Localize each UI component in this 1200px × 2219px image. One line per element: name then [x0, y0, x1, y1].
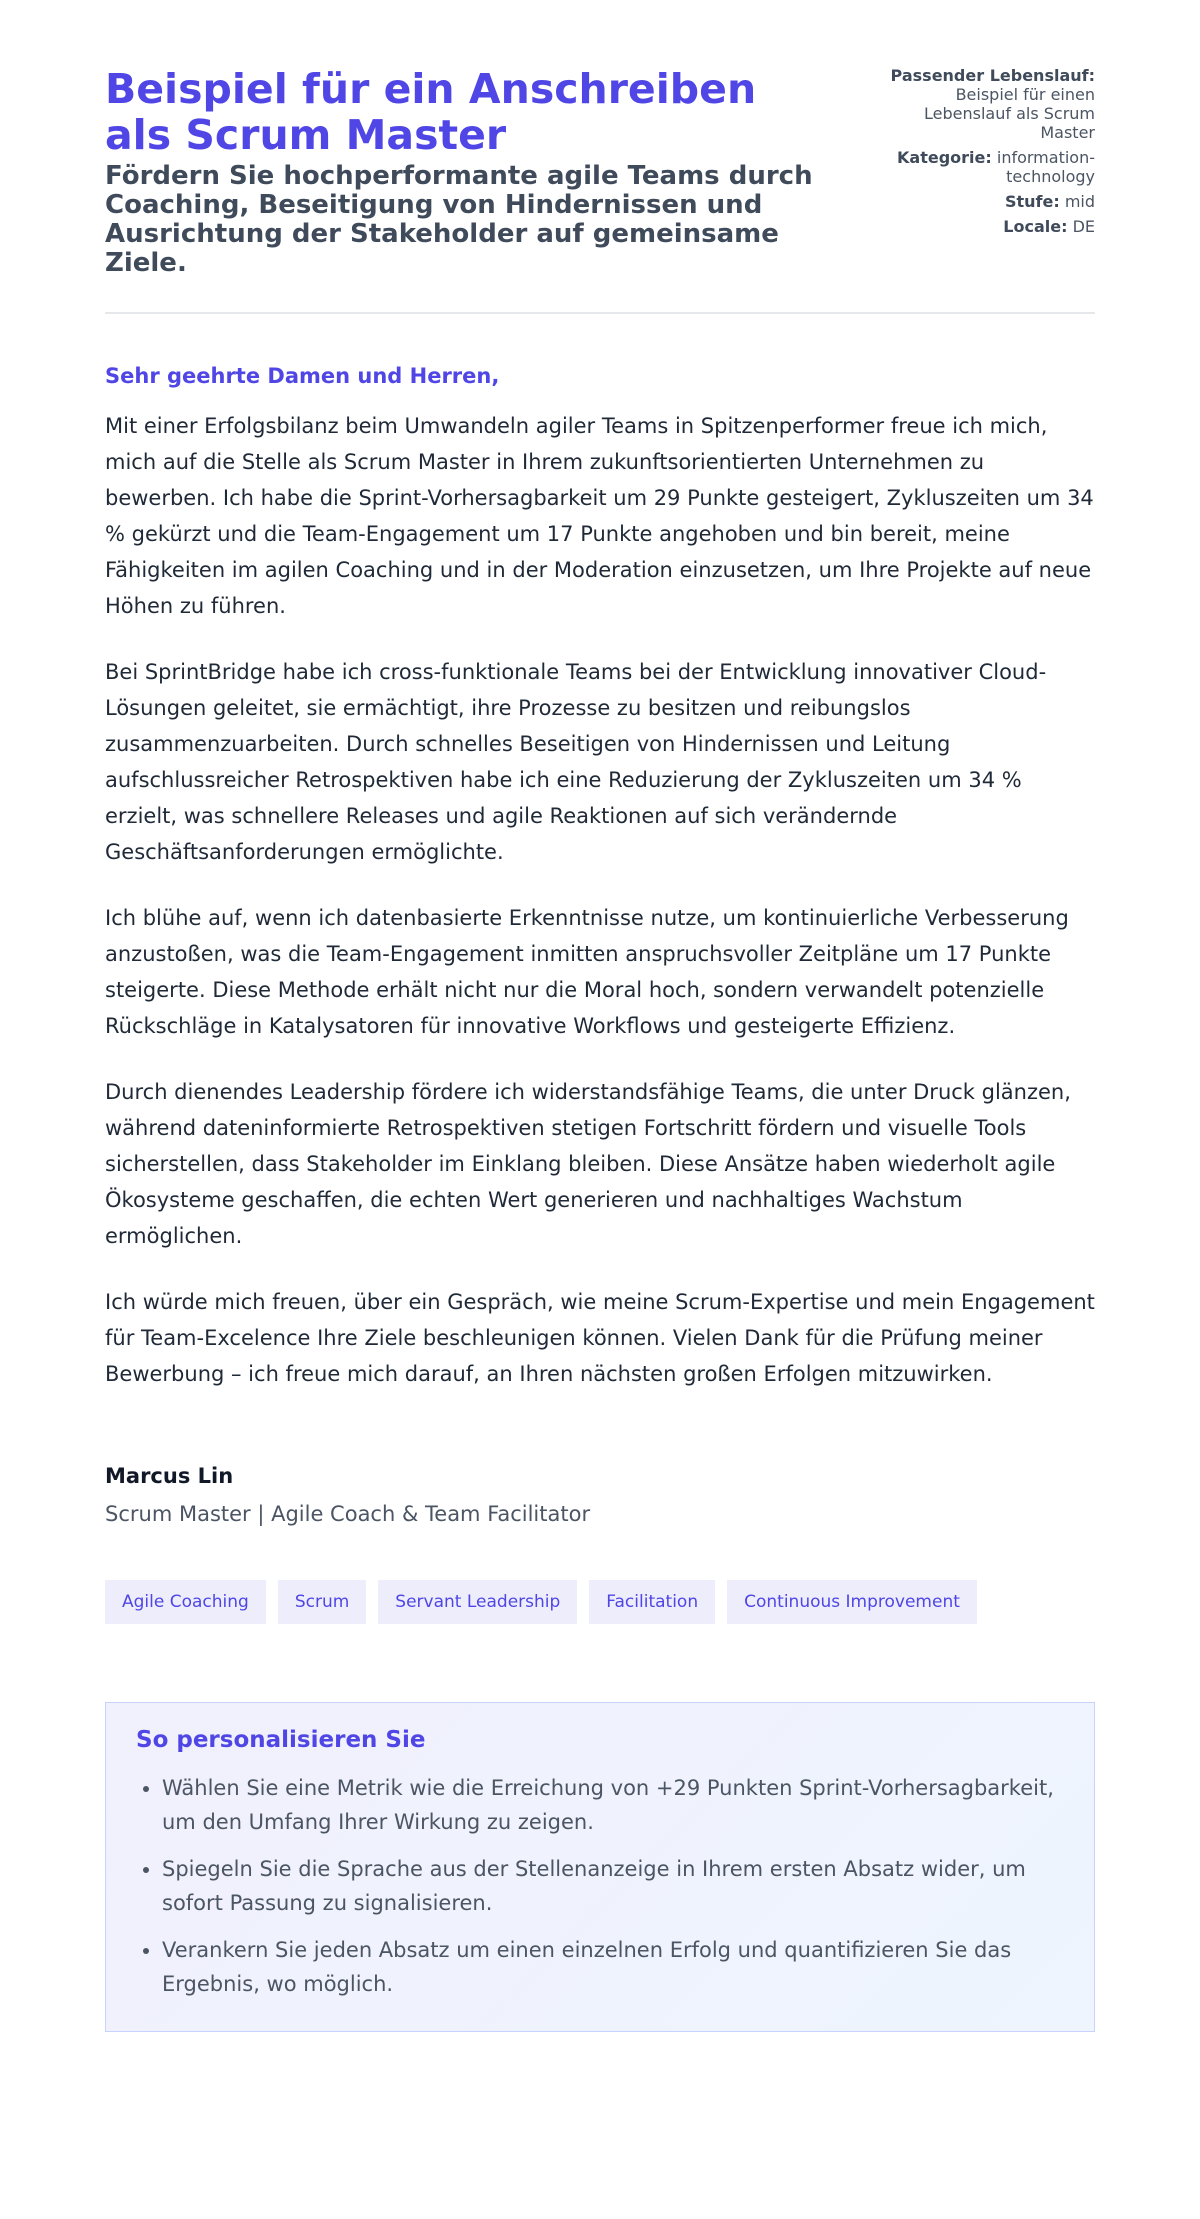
- letter-body: [105, 408, 1095, 1392]
- signature-block: [105, 1464, 1095, 1526]
- page-subtitle: Fördern Sie hochperformante agile Teams durch Coaching, Beseitigung von Hindernissen und Ausrichtung der Stakeholder auf gemeinsame Ziele.: [105, 161, 813, 278]
- letter-paragraph: Durch dienendes Leadership fördere ich widerstandsfähige Teams, die unter Druck glänzen, während dateninformierte Retrospektiven stetigen Fortschritt fördern und visuelle Tools sicherstellen, dass Stakeholder im Einklang bleiben. Diese Ansätze haben wiederholt agile Ökosysteme geschaffen, die echten Wert generieren und nachhaltiges Wachstum ermöglichen.: [105, 1080, 1071, 1248]
- meta-category-label: Kategorie:: [897, 148, 992, 167]
- signature-title: Scrum Master | Agile Coach & Team Facilitator: [105, 1502, 591, 1526]
- skill-tag: Facilitation: [589, 1580, 715, 1624]
- meta-panel: [865, 66, 1095, 242]
- meta-category-value: information-technology: [996, 148, 1095, 186]
- letter-paragraph: Ich blühe auf, wenn ich datenbasierte Erkenntnisse nutze, um kontinuierliche Verbesserung anzustoßen, was die Team-Engagement inmitten anspruchsvoller Zeitpläne um 17 Punkte steigerte. Diese Methode erhält nicht nur die Moral hoch, sondern verwandelt potenzielle Rückschläge in Katalysatoren für innovative Workflows und gesteigerte Effizienz.: [105, 906, 1069, 1038]
- skill-tag: Scrum: [278, 1580, 366, 1624]
- meta-level: [865, 192, 1095, 211]
- skill-tag: Continuous Improvement: [727, 1580, 977, 1624]
- meta-level-label: Stufe:: [1004, 192, 1060, 211]
- meta-resume-value: Beispiel für einen Lebenslauf als Scrum Master: [924, 85, 1095, 142]
- personalization-tips-box: [105, 1702, 1095, 2032]
- letter-salutation: Sehr geehrte Damen und Herren,: [105, 364, 500, 388]
- meta-resume-label: Passender Lebenslauf:: [890, 66, 1095, 85]
- letter-paragraph: Ich würde mich freuen, über ein Gespräch, wie meine Scrum-Expertise und mein Engagement für Team-Excelence Ihre Ziele beschleunigen können. Vielen Dank für die Prüfung meiner Bewerbung – ich freue mich darauf, an Ihren nächsten großen Erfolgen mitzuwirken.: [105, 1290, 1095, 1386]
- page-title: Beispiel für ein Anschreiben als Scrum Master: [105, 65, 757, 159]
- tips-title: So personalisieren Sie: [136, 1727, 426, 1753]
- page-header: [105, 66, 1095, 314]
- cover-letter-page: [105, 0, 1095, 2032]
- tips-list: [136, 1771, 1064, 2001]
- tip-item: • Spiegeln Sie die Sprache aus der Stellenanzeige in Ihrem ersten Absatz wider, um sofort Passung zu signalisieren.: [162, 1852, 1064, 1920]
- meta-resume: [865, 66, 1095, 142]
- tip-item: • Wählen Sie eine Metrik wie die Erreichung von +29 Punkten Sprint-Vorhersagbarkeit, um den Umfang Ihrer Wirkung zu zeigen.: [162, 1771, 1064, 1839]
- letter-paragraph: Mit einer Erfolgsbilanz beim Umwandeln agiler Teams in Spitzenperformer freue ich mich, mich auf die Stelle als Scrum Master in Ihrem zukunftsorientierten Unternehmen zu bewerben. Ich habe die Sprint-Vorhersagbarkeit um 29 Punkte gesteigert, Zykluszeiten um 34 % gekürzt und die Team-Engagement um 17 Punkte angehoben und bin bereit, meine Fähigkeiten im agilen Coaching und in der Moderation einzusetzen, um Ihre Projekte auf neue Höhen zu führen.: [105, 414, 1094, 618]
- tip-item: • Verankern Sie jeden Absatz um einen einzelnen Erfolg und quantifizieren Sie das Ergebnis, wo möglich.: [162, 1933, 1064, 2001]
- meta-locale: [865, 217, 1095, 236]
- skill-tag: Agile Coaching: [105, 1580, 266, 1624]
- letter-paragraph: Bei SprintBridge habe ich cross-funktionale Teams bei der Entwicklung innovativer Cloud-Lösungen geleitet, sie ermächtigt, ihre Prozesse zu besitzen und reibungslos zusammenzuarbeiten. Durch schnelles Beseitigen von Hindernissen und Leitung aufschlussreicher Retrospektiven habe ich eine Reduzierung der Zykluszeiten um 34 % erzielt, was schnellere Releases und agile Reaktionen auf sich verändernde Geschäftsanforderungen ermöglichte.: [105, 660, 1047, 864]
- skill-tag: Servant Leadership: [378, 1580, 577, 1624]
- signature-name: Marcus Lin: [105, 1464, 234, 1488]
- meta-locale-value: DE: [1072, 217, 1095, 236]
- header-titles: [105, 66, 825, 278]
- meta-category: [865, 148, 1095, 186]
- meta-locale-label: Locale:: [1003, 217, 1068, 236]
- meta-level-value: mid: [1064, 192, 1095, 211]
- skill-tags: [105, 1580, 1095, 1624]
